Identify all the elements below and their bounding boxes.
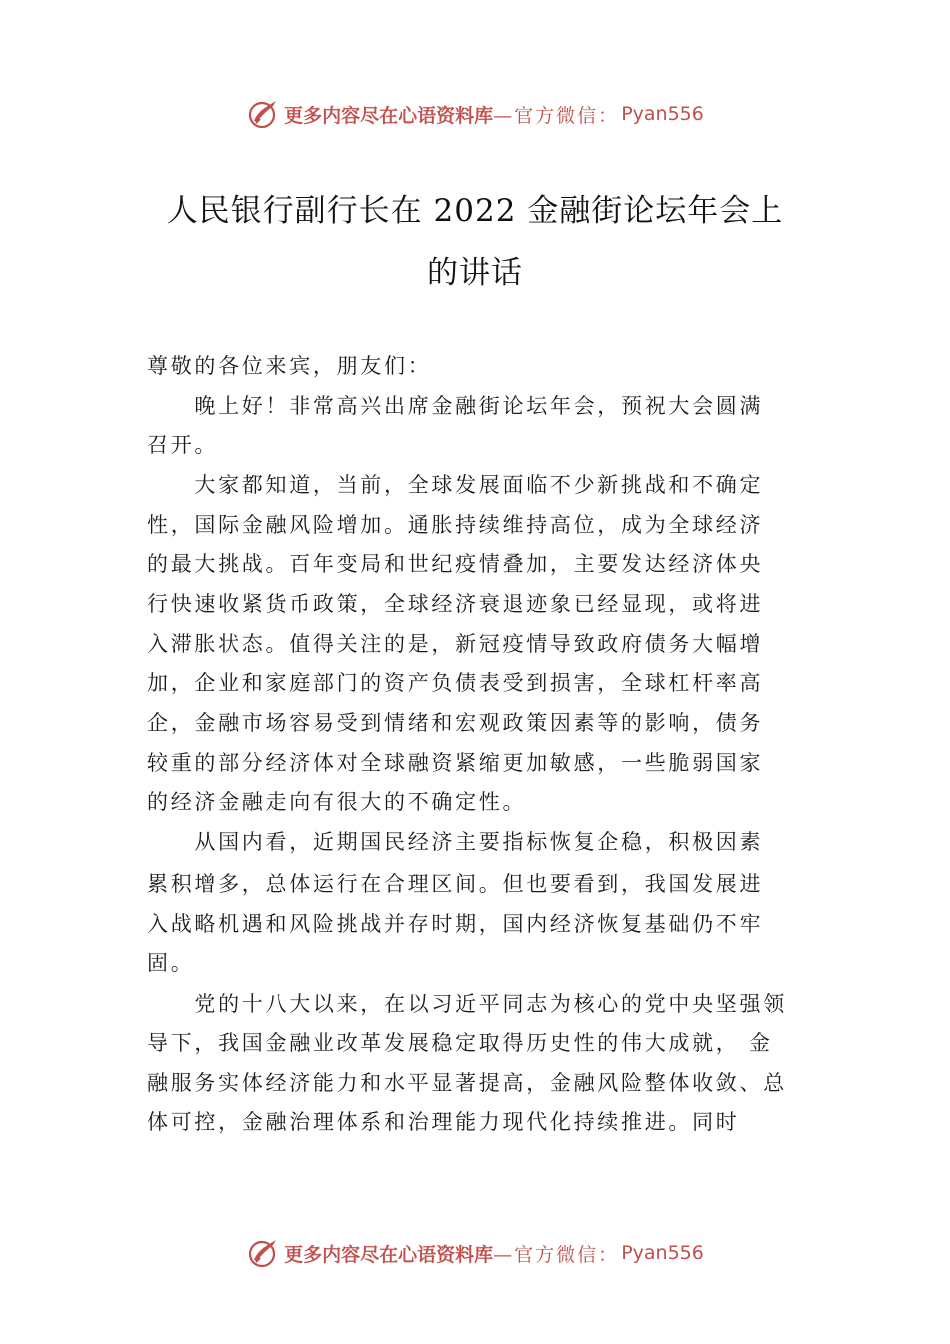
- body-line: 导下，我国金融业改革发展稳定取得历史性的伟大成就， 金: [147, 1031, 773, 1055]
- body-line: 行快速收紧货币政策，全球经济衰退迹象已经显现，或将进: [147, 592, 764, 616]
- body-line: 尊敬的各位来宾，朋友们：: [147, 354, 432, 378]
- header-watermark: [0, 94, 950, 134]
- body-line: 从国内看，近期国民经济主要指标恢复企稳，积极因素: [147, 830, 764, 854]
- watermark-wechat-id: Pyan556: [621, 103, 704, 125]
- document-title-line-2: 的讲话: [427, 255, 523, 291]
- body-line: 的最大挑战。百年变局和世纪疫情叠加，主要发达经济体央: [147, 552, 764, 576]
- watermark-wechat-id: Pyan556: [621, 1242, 704, 1264]
- body-line: 融服务实体经济能力和水平显著提高，金融风险整体收敛、总: [147, 1071, 787, 1095]
- body-line: 党的十八大以来，在以习近平同志为核心的党中央坚强领: [147, 992, 787, 1016]
- watermark-main-text: 更多内容尽在心语资料库: [284, 104, 494, 127]
- pen-seal-icon: [246, 97, 280, 131]
- body-line: 体可控，金融治理体系和治理能力现代化持续推进。同时: [147, 1110, 740, 1134]
- body-line: 加，企业和家庭部门的资产负债表受到损害，全球杠杆率高: [147, 671, 764, 695]
- body-line: 的经济金融走向有很大的不确定性。: [147, 790, 527, 814]
- body-line: 晚上好！非常高兴出席金融街论坛年会，预祝大会圆满: [147, 394, 764, 418]
- pen-seal-icon: [246, 1236, 280, 1270]
- body-line: 大家都知道，当前，全球发展面临不少新挑战和不确定: [147, 473, 764, 497]
- body-line: 固。: [147, 951, 195, 975]
- body-line: 企，金融市场容易受到情绪和宏观政策因素等的影响，债务: [147, 711, 764, 735]
- body-line: 较重的部分经济体对全球融资紧缩更加敏感，一些脆弱国家: [147, 751, 764, 775]
- body-line: 召开。: [147, 433, 219, 457]
- watermark-main-text: 更多内容尽在心语资料库: [284, 1243, 494, 1266]
- watermark-sub-text: —官方微信：: [493, 104, 620, 127]
- body-line: 入滞胀状态。值得关注的是，新冠疫情导致政府债务大幅增: [147, 632, 764, 656]
- body-line: 入战略机遇和风险挑战并存时期，国内经济恢复基础仍不牢: [147, 912, 764, 936]
- footer-watermark: [0, 1233, 950, 1273]
- body-line: 性，国际金融风险增加。通胀持续维持高位，成为全球经济: [147, 513, 764, 537]
- document-title-line-1: 人民银行副行长在 2022 金融街论坛年会上: [166, 193, 784, 229]
- body-line: 累积增多，总体运行在合理区间。但也要看到，我国发展进: [147, 872, 764, 896]
- watermark-sub-text: —官方微信：: [493, 1243, 620, 1266]
